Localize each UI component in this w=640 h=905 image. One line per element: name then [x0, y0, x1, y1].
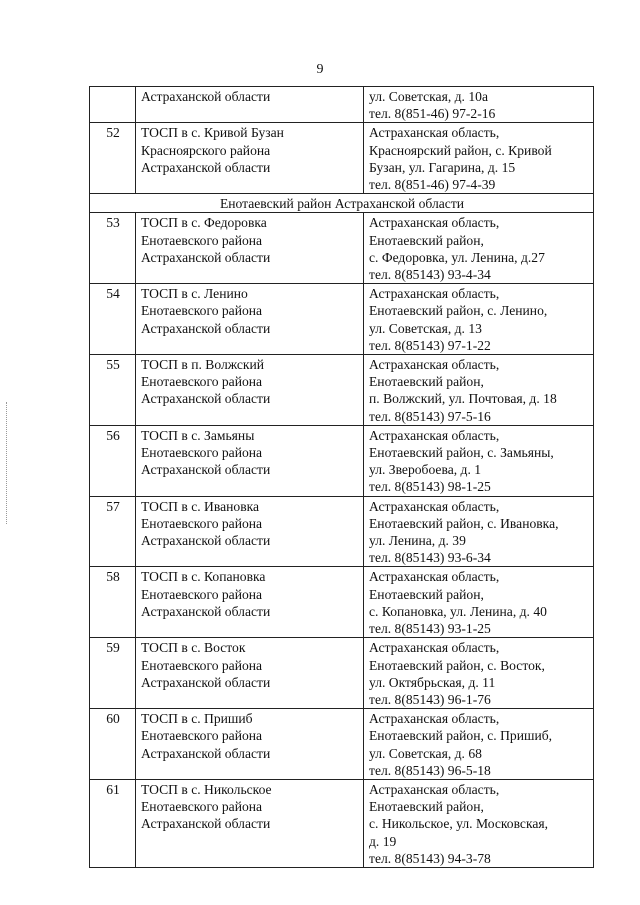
table-row: [90, 284, 594, 355]
office-address: Астраханская область, Енотаевский район, с. Федоровка, ул. Ленина, д.27 тел. 8(85143) 93-4-34: [364, 213, 594, 284]
office-address: Астраханская область, Енотаевский район, с. Копановка, ул. Ленина, д. 40 тел. 8(85143) 93-1-25: [364, 567, 594, 638]
row-number: 59: [90, 638, 136, 709]
table-row: [90, 638, 594, 709]
office-address: Астраханская область, Енотаевский район, п. Волжский, ул. Почтовая, д. 18 тел. 8(85143) 97-5-16: [364, 355, 594, 426]
row-number: 56: [90, 425, 136, 496]
table-body: [90, 87, 594, 868]
page-number: 9: [316, 62, 324, 77]
table-row: [90, 567, 594, 638]
office-name: ТОСП в с. Пришиб Енотаевского района Астраханской области: [136, 709, 364, 780]
table-row: [90, 496, 594, 567]
table-row: [90, 425, 594, 496]
office-address: Астраханская область, Енотаевский район, с. Никольское, ул. Московская, д. 19 тел. 8(85143) 94-3-78: [364, 779, 594, 867]
table-row: [90, 355, 594, 426]
office-name: ТОСП в с. Ленино Енотаевского района Астраханской области: [136, 284, 364, 355]
office-address: Астраханская область, Енотаевский район, с. Пришиб, ул. Советская, д. 68 тел. 8(85143) 96-5-18: [364, 709, 594, 780]
office-name: Астраханской области: [136, 87, 364, 123]
row-number: 52: [90, 123, 136, 194]
row-number: 55: [90, 355, 136, 426]
section-title: Енотаевский район Астраханской области: [90, 194, 594, 213]
office-address: Астраханская область, Енотаевский район, с. Восток, ул. Октябрьская, д. 11 тел. 8(85143) 96-1-76: [364, 638, 594, 709]
table-row: [90, 709, 594, 780]
office-name: ТОСП в с. Кривой Бузан Красноярского района Астраханской области: [136, 123, 364, 194]
table-row: [90, 123, 594, 194]
office-address: Астраханская область, Енотаевский район, с. Замьяны, ул. Зверобоева, д. 1 тел. 8(85143) 98-1-25: [364, 425, 594, 496]
table-row: [90, 87, 594, 123]
row-number: 58: [90, 567, 136, 638]
office-address: ул. Советская, д. 10а тел. 8(851-46) 97-2-16: [364, 87, 594, 123]
row-number: 54: [90, 284, 136, 355]
office-address: Астраханская область, Красноярский район, с. Кривой Бузан, ул. Гагарина, д. 15 тел. 8(851-46) 97-4-39: [364, 123, 594, 194]
office-name: ТОСП в с. Копановка Енотаевского района Астраханской области: [136, 567, 364, 638]
office-name: ТОСП в с. Замьяны Енотаевского района Астраханской области: [136, 425, 364, 496]
office-name: ТОСП в п. Волжский Енотаевского района Астраханской области: [136, 355, 364, 426]
office-name: ТОСП в с. Никольское Енотаевского района Астраханской области: [136, 779, 364, 867]
row-number: [90, 87, 136, 123]
office-address: Астраханская область, Енотаевский район, с. Ленино, ул. Советская, д. 13 тел. 8(85143) 97-1-22: [364, 284, 594, 355]
section-row: [90, 194, 594, 213]
office-address: Астраханская область, Енотаевский район, с. Ивановка, ул. Ленина, д. 39 тел. 8(85143) 93-6-34: [364, 496, 594, 567]
table-row: [90, 779, 594, 867]
offices-table: [89, 86, 594, 868]
row-number: 57: [90, 496, 136, 567]
office-name: ТОСП в с. Федоровка Енотаевского района Астраханской области: [136, 213, 364, 284]
row-number: 61: [90, 779, 136, 867]
office-name: ТОСП в с. Восток Енотаевского района Астраханской области: [136, 638, 364, 709]
row-number: 60: [90, 709, 136, 780]
office-name: ТОСП в с. Ивановка Енотаевского района Астраханской области: [136, 496, 364, 567]
scan-edge-marks: [6, 402, 9, 524]
row-number: 53: [90, 213, 136, 284]
table-row: [90, 213, 594, 284]
